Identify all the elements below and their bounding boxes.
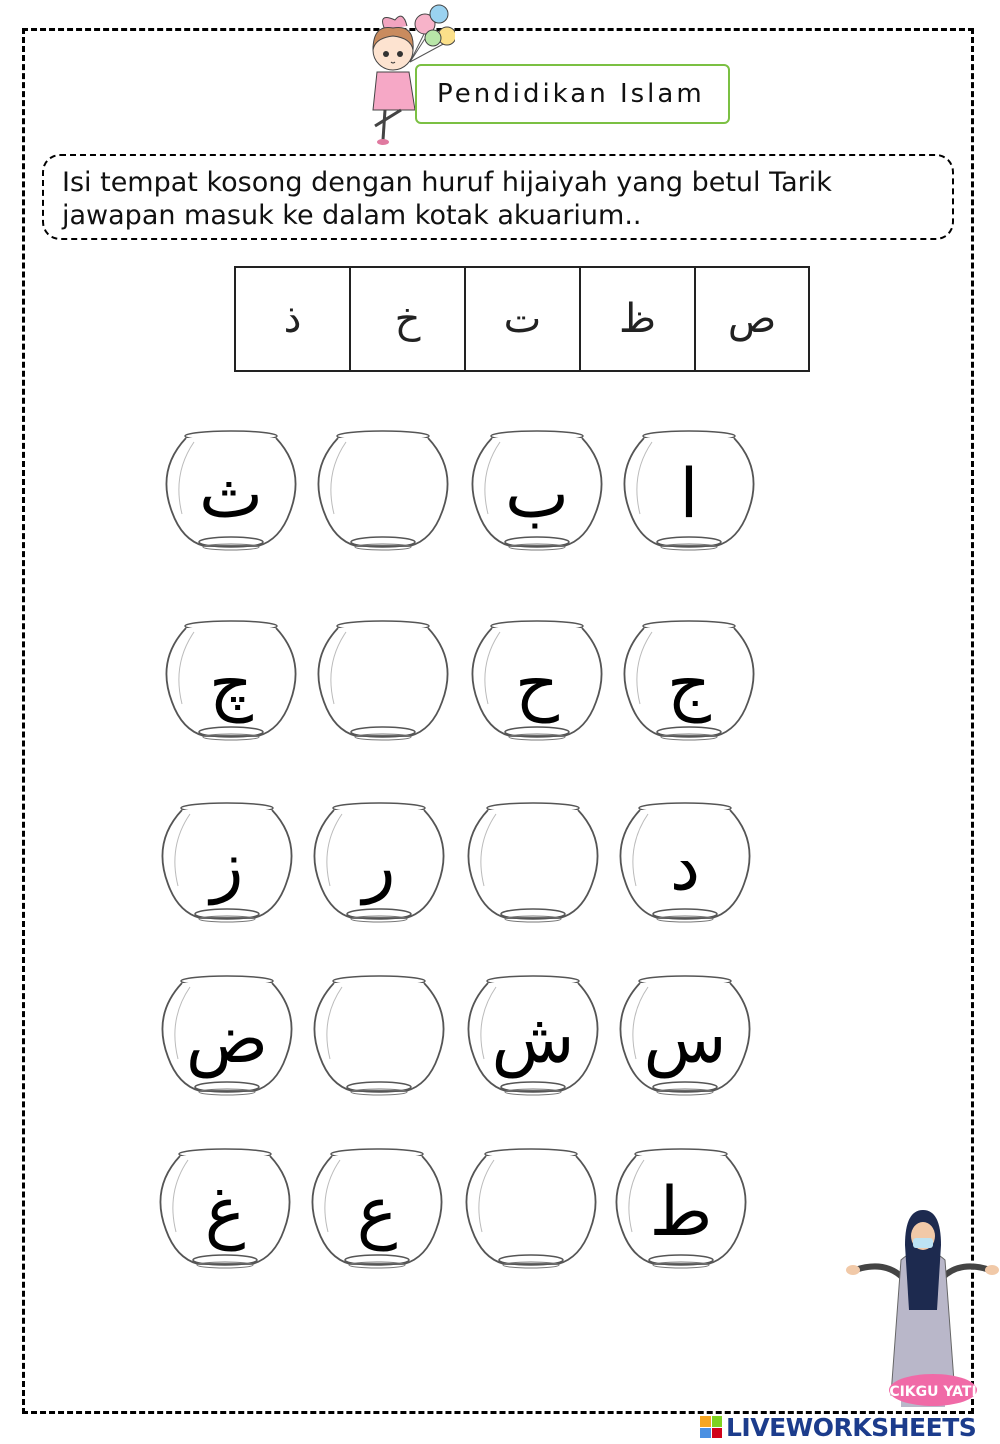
fishbowl (622, 620, 756, 744)
fishbowl (312, 802, 446, 926)
drop-zone[interactable] (484, 1168, 578, 1252)
fishbowl (312, 975, 446, 1099)
bowl-letter: ا (679, 454, 699, 534)
bowl-letter: ع (356, 1172, 398, 1252)
instruction-text: Isi tempat kosong dengan huruf hijaiyah yang betul Tarik jawapan masuk ke dalam kotak akuarium.. (42, 154, 954, 240)
teacher-illustration (845, 1200, 1000, 1415)
answer-tile[interactable]: خ (351, 268, 466, 370)
answer-bank (234, 266, 810, 372)
liveworksheets-brand[interactable] (700, 1410, 1000, 1444)
bowl-letter: ر (362, 826, 396, 906)
teacher-badge-text: CIKGU YATI (889, 1384, 977, 1400)
drop-zone[interactable] (486, 822, 580, 906)
fishbowl (316, 430, 450, 554)
bowl-letter: ج (667, 644, 711, 724)
bowl-letter: ث (198, 454, 263, 534)
fishbowl (614, 1148, 748, 1272)
bowl-letter: ض (185, 999, 269, 1079)
fishbowl (164, 430, 298, 554)
fishbowl (470, 620, 604, 744)
fishbowl (160, 975, 294, 1099)
bowl-letter: ش (491, 999, 575, 1079)
bowl-letter: د (669, 826, 701, 906)
cikgu-yati-badge (889, 1374, 977, 1406)
fishbowl (464, 1148, 598, 1272)
fishbowl (164, 620, 298, 744)
fishbowl (466, 802, 600, 926)
fishbowl (622, 430, 756, 554)
fishbowl (316, 620, 450, 744)
drop-zone[interactable] (336, 640, 430, 724)
brand-text: LIVEWORKSHEETS (726, 1412, 977, 1442)
bowl-letter: س (643, 999, 727, 1079)
fishbowl (470, 430, 604, 554)
bowl-letter: چ (209, 644, 253, 724)
liveworksheets-logo-icon (700, 1416, 722, 1438)
bowl-letter: ط (649, 1172, 713, 1252)
bowl-letter: ح (515, 644, 559, 724)
answer-tile[interactable]: ت (466, 268, 581, 370)
bowl-letter: ب (504, 454, 569, 534)
bowl-letter: ز (210, 826, 244, 906)
fishbowl (310, 1148, 444, 1272)
answer-tile[interactable]: ص (727, 296, 777, 342)
fishbowl (466, 975, 600, 1099)
fishbowl (618, 975, 752, 1099)
fishbowl (618, 802, 752, 926)
fishbowl (160, 802, 294, 926)
drop-zone[interactable] (332, 995, 426, 1079)
answer-tile[interactable]: ظ (581, 268, 696, 370)
page-title: Pendidikan Islam (415, 64, 730, 124)
bowl-letter: غ (204, 1172, 246, 1252)
fishbowl (158, 1148, 292, 1272)
answer-tile[interactable]: ذ (236, 268, 351, 370)
drop-zone[interactable] (336, 450, 430, 534)
